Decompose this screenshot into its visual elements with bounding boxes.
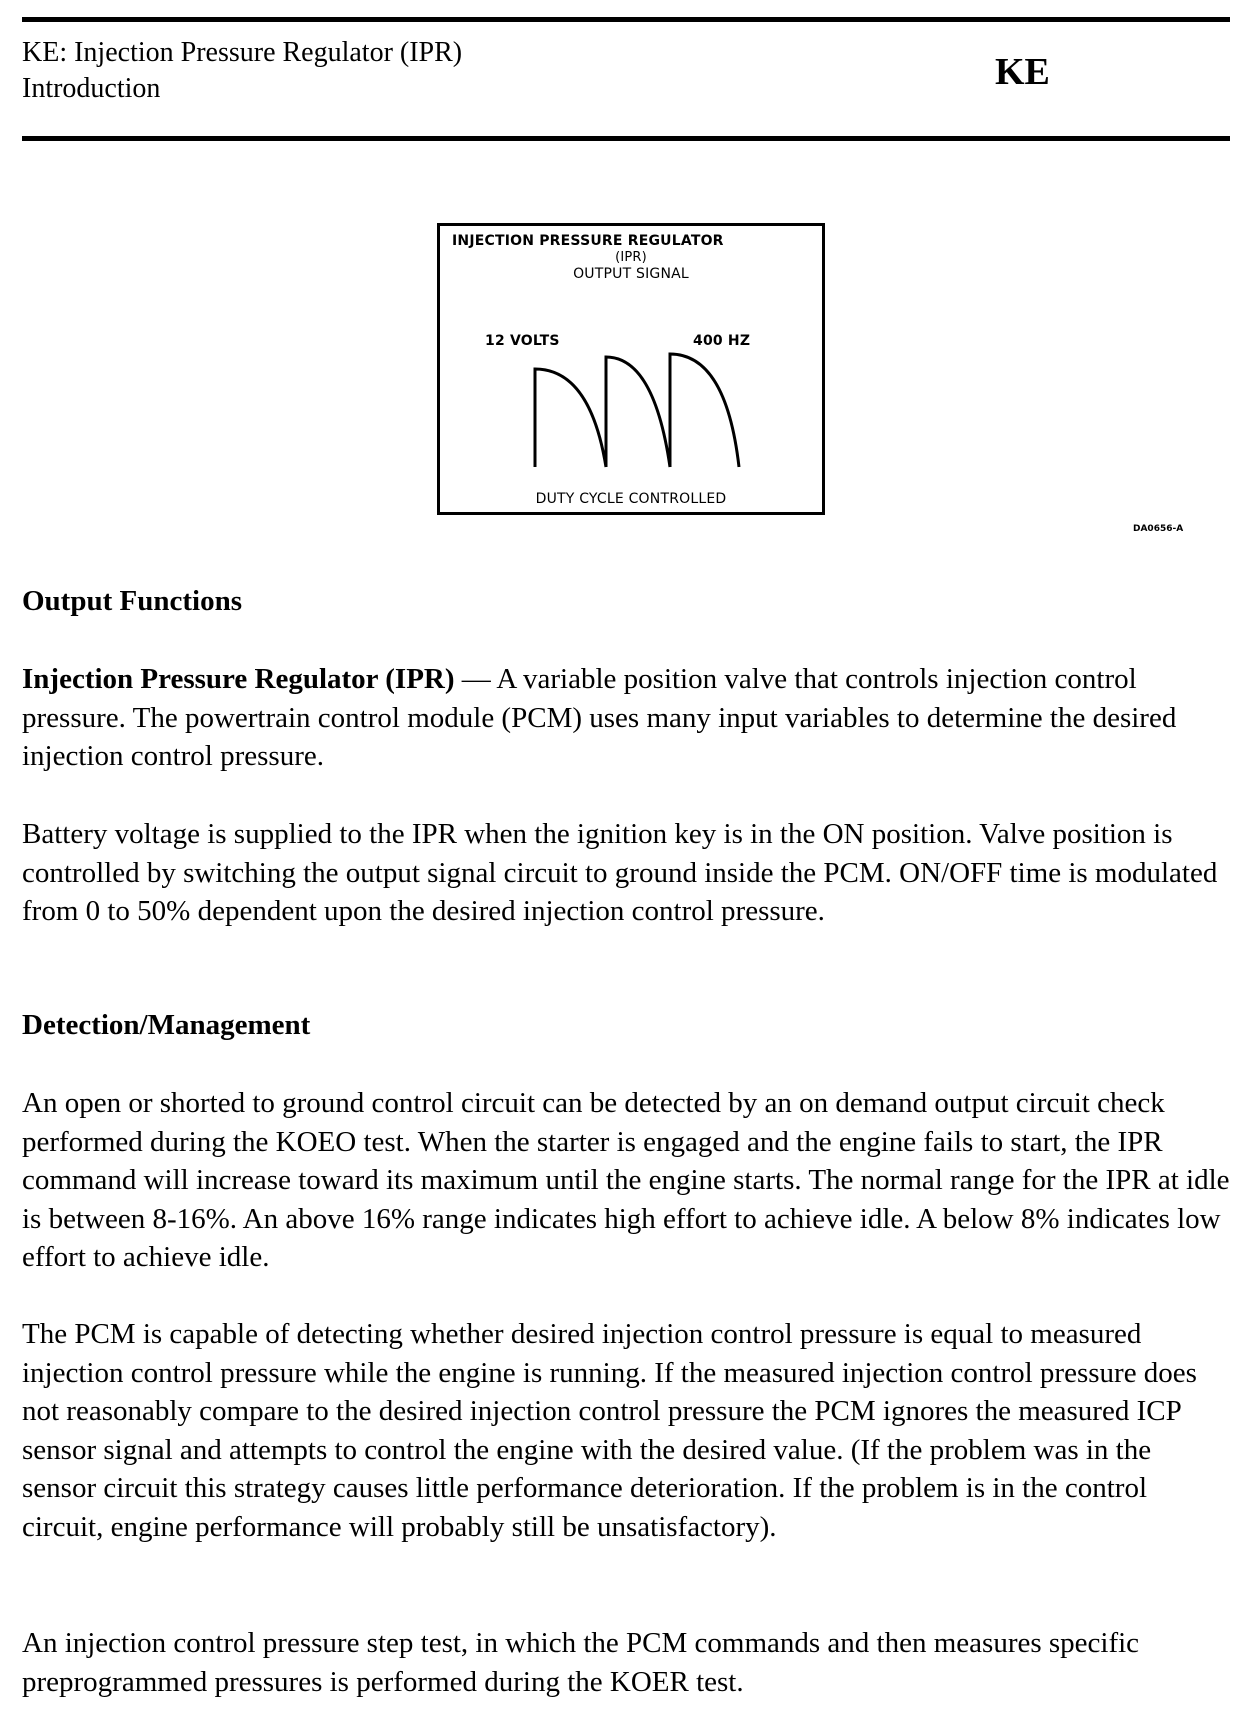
figure-title-line2: (IPR) — [615, 250, 647, 265]
waveform-diagram — [440, 226, 822, 512]
battery-voltage-paragraph: Battery voltage is supplied to the IPR when the ignition key is in the ON position. Valve position is controlled by switching the output signal circuit to ground inside the PCM. ON/OFF time is modulated from 0 to 50% dependent upon the desired injection control pressure. — [22, 818, 1218, 927]
detection-management-heading: Detection/Management — [22, 1009, 311, 1041]
figure-duty-cycle-label: DUTY CYCLE CONTROLLED — [535, 491, 727, 507]
waveform-pulse-2 — [606, 357, 670, 467]
header-title: KE: Injection Pressure Regulator (IPR) — [22, 37, 463, 68]
output-functions-heading: Output Functions — [22, 585, 242, 617]
ipr-description-paragraph — [22, 660, 1232, 776]
ipr-output-signal-figure — [437, 223, 825, 515]
figure-title-line1: INJECTION PRESSURE REGULATOR — [452, 233, 724, 249]
step-test-paragraph: An injection control pressure step test, in which the PCM commands and then measures specific preprogrammed pressures is performed during the KOER test. — [22, 1627, 1140, 1698]
figure-id: DA0656-A — [1133, 524, 1184, 534]
open-short-detection-paragraph: An open or shorted to ground control circuit can be detected by an on demand output circuit check performed during the KOEO test. When the starter is engaged and the engine fails to start, the IPR command will increase toward its maximum until the engine starts. The normal range for the IPR at idle is between 8-16%. An above 16% range indicates high effort to achieve idle. A below 8% indicates low effort to achieve idle. — [22, 1087, 1230, 1273]
figure-title-line3: OUTPUT SIGNAL — [573, 266, 689, 282]
header-section-code: KE — [995, 51, 1050, 93]
figure-volts-label: 12 VOLTS — [485, 333, 560, 349]
ipr-term: Injection Pressure Regulator (IPR) — [22, 663, 455, 695]
figure-frequency-label: 400 HZ — [693, 333, 751, 349]
header-top-rule — [22, 17, 1230, 22]
header-bottom-rule — [22, 136, 1230, 141]
waveform-pulse-1 — [535, 369, 606, 467]
waveform-pulse-3 — [670, 354, 739, 467]
ipr-description: — A variable position valve that controls injection control pressure. The powertrain control module (PCM) uses many input variables to determine the desired injection control pressure. — [22, 663, 1177, 772]
pcm-pressure-check-paragraph: The PCM is capable of detecting whether desired injection control pressure is equal to measured injection control pressure while the engine is running. If the measured injection control pressure does not reasonably compare to the desired injection control pressure the PCM ignores the measured ICP sensor signal and attempts to control the engine with the desired value. (If the problem was in the sensor circuit this strategy causes little performance deterioration. If the problem is in the control circuit, engine performance will probably still be unsatisfactory). — [22, 1318, 1197, 1543]
header-subtitle: Introduction — [22, 73, 161, 104]
